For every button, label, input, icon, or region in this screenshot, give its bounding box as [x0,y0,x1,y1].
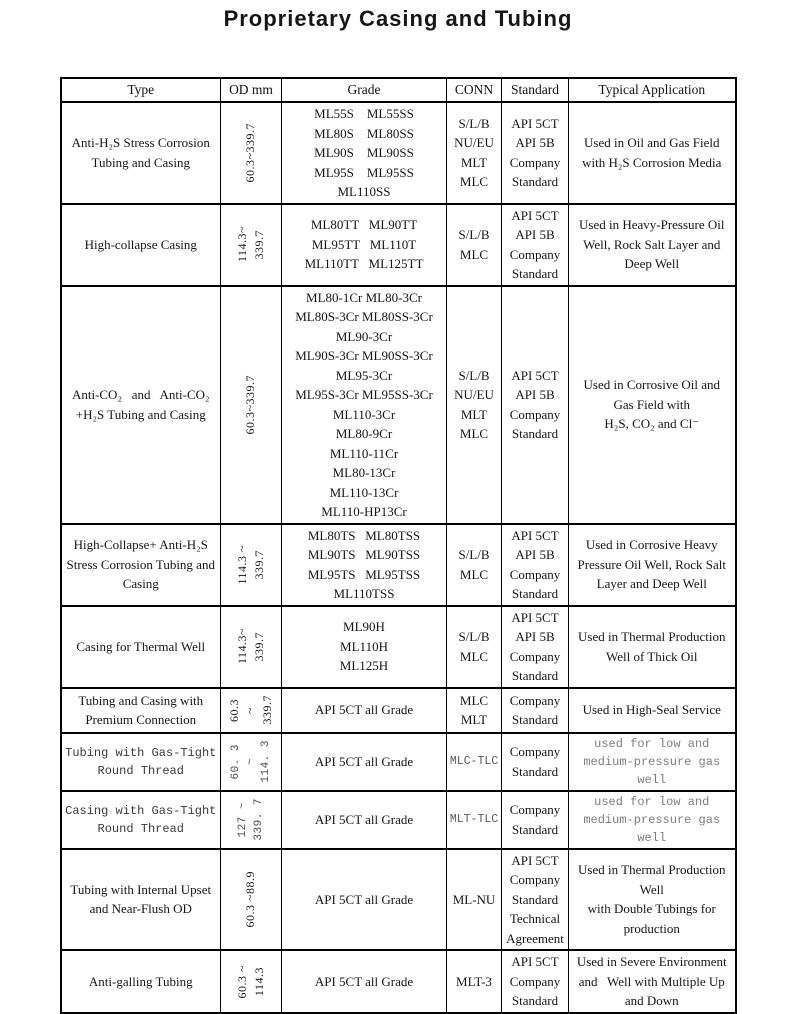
grade-cell [282,733,447,791]
conn-cell [447,606,502,688]
grade-cell [282,950,447,1013]
standard-cell-line: API 5B [515,629,555,644]
conn-cell-line: MLC [459,174,489,190]
header-row [61,78,736,102]
application-cell-line: with Double Tubings for [587,901,716,917]
type-cell-line: Premium Connection [85,712,197,727]
conn-cell-line: S/L/B [458,629,490,644]
standard-cell-line: Company [509,648,561,664]
type-cell-line: Tubing and Casing [91,154,190,170]
od-vertical-text [223,545,279,585]
od-vertical-text [223,871,279,928]
standard-cell [502,688,569,733]
column-header-od: OD mm [221,78,282,102]
standard-cell-line: Standard [511,668,559,683]
od-vertical-text [223,798,279,841]
conn-cell-line: NU/EU [454,135,494,151]
od-vertical-text [223,123,279,183]
grade-cell-line: ML110H [340,638,388,654]
table-row [61,733,736,791]
conn-cell-line: MLC [459,692,489,708]
grade-cell-line: ML110-11Cr [329,445,399,461]
grade-cell-line: ML95S ML95SS [314,164,414,180]
type-cell-line: Casing with Gas-Tight [65,803,217,818]
application-cell [569,102,736,204]
application-cell-line: Well of Thick Oil [605,648,698,664]
grade-cell-line: ML110TSS [333,586,395,601]
type-cell-line: Anti-CO₂ and Anti-CO₂ [71,387,210,402]
standard-cell-line: Company [509,246,561,262]
grade-cell-line: ML95TT ML110T [311,236,417,252]
table-header [61,78,736,102]
od-cell [221,102,282,204]
grade-cell-line: ML80-1Cr ML80-3Cr [306,289,422,305]
type-cell-line: Round Thread [97,763,184,778]
standard-cell [502,286,569,524]
grade-cell-line: API 5CT all Grade [314,973,414,989]
standard-cell-line: Standard [511,174,559,190]
conn-cell-line: S/L/B [458,367,490,383]
grade-cell-line: ML90S ML90SS [314,145,414,160]
conn-cell-line: S/L/B [458,227,490,242]
type-cell-line: Stress Corrosion Tubing and [66,556,215,572]
conn-cell-line: MLT [460,154,488,170]
conn-cell-line: MLC-TLC [449,754,499,768]
conn-cell [447,791,502,849]
grade-cell-line: ML80S ML80SS [314,125,414,141]
standard-cell-line: Standard [511,586,559,601]
grade-cell-line: ML80TS ML80TSS [307,527,421,543]
od-vertical-text [223,695,279,725]
standard-cell [502,791,569,849]
application-cell [569,849,736,951]
od-cell [221,688,282,733]
conn-cell [447,286,502,524]
grade-cell-line: ML95-3Cr [335,367,393,383]
standard-cell [502,849,569,951]
od-segment: 60.3 ~88.9 [243,871,258,928]
grade-cell-line: ML80S-3Cr ML80SS-3Cr [295,309,433,324]
standard-cell-line: API 5B [515,547,555,562]
application-cell-line: Well, Rock Salt Layer and [583,236,721,252]
od-segment: 60.3~339.7 [243,374,258,435]
application-cell-line: production [623,920,680,936]
od-cell [221,849,282,951]
conn-cell-line: MLC [459,246,489,262]
standard-cell [502,102,569,204]
grade-cell-line: API 5CT all Grade [314,753,414,769]
od-segment: 114.3 [251,966,266,996]
standard-cell-line: API 5CT [511,852,559,868]
standard-cell-line: API 5B [515,227,555,242]
grade-cell-line: ML80-9Cr [335,426,393,441]
table-row [61,791,736,849]
standard-cell [502,950,569,1013]
od-segment: 127 ~ [237,801,250,838]
type-cell-line: and Near-Flush OD [89,901,192,917]
column-header-grade: Grade [282,78,447,102]
conn-cell-line: MLT-TLC [449,812,499,826]
grade-cell-line: ML55S ML55SS [314,106,414,121]
standard-cell-line: API 5CT [511,367,559,383]
application-cell-line: Used in Thermal Production [578,862,726,878]
type-cell-line: Tubing with Internal Upset [70,881,212,897]
type-cell-line: Tubing with Gas-Tight [65,745,217,760]
grade-cell-line: ML90TS ML90TSS [307,547,421,562]
application-cell-line: Used in Severe Environment [576,954,727,969]
grade-cell-line: ML80TT ML90TT [310,217,418,233]
application-cell-line: Gas Field with [613,396,691,412]
type-cell-line: Tubing and Casing with [78,692,204,708]
column-header-standard: Standard [502,78,569,102]
application-cell-line: Used in Corrosive Heavy [585,537,718,553]
od-segment: 60. 3 [229,743,242,780]
grade-cell [282,688,447,733]
application-cell-line: with H₂S Corrosion Media [582,154,722,170]
standard-cell-line: Company [509,973,561,989]
standard-cell-line: API 5B [515,135,555,151]
standard-cell-line: API 5CT [511,207,559,223]
standard-cell-line: Technical [509,911,561,926]
column-header-type: Type [61,78,221,102]
od-cell [221,791,282,849]
conn-cell-line: MLC [459,426,489,441]
standard-cell-line: API 5B [515,387,555,402]
conn-cell-line: MLT [460,406,488,422]
conn-cell-line: S/L/B [458,547,490,562]
casing-tubing-table [60,77,737,1014]
standard-cell-line: Standard [511,266,559,281]
table-row [61,204,736,286]
application-cell [569,791,736,849]
grade-cell-line: ML110-HP13Cr [321,504,407,519]
od-segment: 114. 3 [260,740,273,783]
type-cell [61,688,221,733]
type-cell [61,950,221,1013]
grade-cell [282,849,447,951]
standard-cell-line: Standard [511,426,559,441]
grade-cell [282,286,447,524]
column-header-application: Typical Application [569,78,736,102]
application-cell-line: Used in High-Seal Service [582,702,721,718]
table-body [61,102,736,1013]
od-segment: 60.3 ~ [235,964,250,998]
application-cell-line: and Well with Multiple Up [578,973,725,989]
application-cell [569,688,736,733]
application-cell-line: Layer and Deep Well [596,576,707,592]
grade-cell-line: ML110TT ML125TT [304,256,424,272]
od-segment: 114.3~ [235,628,250,665]
standard-cell-line: Company [509,692,561,708]
application-cell [569,204,736,286]
grade-cell [282,204,447,286]
standard-cell-line: Company [509,406,561,422]
conn-cell-line: S/L/B [458,115,490,131]
conn-cell [447,733,502,791]
type-cell [61,286,221,524]
grade-cell-line: ML90H [343,619,385,635]
grade-cell-line: ML95TS ML95TSS [307,566,421,582]
type-cell-line: Casing for Thermal Well [76,638,206,654]
standard-cell-line: Agreement [506,930,564,946]
application-cell [569,733,736,791]
od-segment: 60.3~339.7 [243,123,258,183]
conn-cell-line: ML-NU [452,891,496,907]
column-header-conn: CONN [447,78,502,102]
application-cell-line: and Down [624,993,679,1008]
table-row [61,688,736,733]
grade-cell-line: ML80-13Cr [332,465,396,480]
application-cell-line: Used in Oil and Gas Field [584,135,720,151]
application-cell-line: used for low and [594,794,710,809]
standard-cell-line: API 5CT [511,954,559,969]
grade-cell-line: API 5CT all Grade [314,811,414,827]
type-cell-line: Anti-galling Tubing [88,973,193,989]
standard-cell [502,733,569,791]
standard-cell [502,204,569,286]
od-segment: 339.7 [251,549,266,580]
grade-cell-line: ML90-3Cr [335,328,393,344]
type-cell [61,204,221,286]
grade-cell-line: ML95S-3Cr ML95SS-3Cr [295,387,433,402]
grade-cell-line: ML125H [339,658,389,674]
type-cell-line: High-collapse Casing [84,236,197,252]
type-cell-line: Round Thread [97,821,184,836]
od-segment: 339. 7 [252,798,265,841]
od-vertical-text [223,965,279,999]
standard-cell [502,606,569,688]
od-cell [221,950,282,1013]
conn-cell [447,950,502,1013]
application-cell-line: used for low and [594,736,710,751]
application-cell [569,524,736,606]
od-segment: 60.3 [227,698,242,722]
application-cell-line: Used in Corrosive Oil and [583,377,720,393]
conn-cell [447,688,502,733]
application-cell-line: Used in Heavy-Pressure Oil [579,217,725,233]
type-cell [61,733,221,791]
od-segment: 339.7 [251,631,266,662]
standard-cell-line: API 5CT [511,115,559,131]
od-vertical-text [223,628,279,664]
grade-cell [282,606,447,688]
od-segment: ~ [243,706,258,714]
standard-cell-line: Standard [511,993,559,1008]
table-row [61,524,736,606]
type-cell [61,102,221,204]
type-cell-line: Anti-H₂S Stress Corrosion [71,135,210,151]
type-cell [61,524,221,606]
conn-cell-line: MLC [459,648,489,664]
od-cell [221,286,282,524]
od-vertical-text [223,226,279,262]
type-cell [61,606,221,688]
od-cell [221,733,282,791]
application-cell-line: Used in Thermal Production [578,629,726,644]
conn-cell-line: MLT [460,712,488,727]
standard-cell-line: API 5CT [511,609,559,625]
grade-cell-line: ML90S-3Cr ML90SS-3Cr [295,348,433,363]
od-segment: 114.3~ [235,226,250,263]
conn-cell-line: MLT-3 [456,973,492,989]
type-cell [61,791,221,849]
table-row [61,606,736,688]
application-cell [569,286,736,524]
od-cell [221,606,282,688]
type-cell [61,849,221,951]
grade-cell [282,102,447,204]
conn-cell-line: NU/EU [454,387,494,402]
standard-cell-line: Standard [511,763,559,779]
od-cell [221,524,282,606]
application-cell-line: Pressure Oil Well, Rock Salt [577,556,727,572]
grade-cell [282,791,447,849]
standard-cell-line: Company [509,872,561,887]
application-cell-line: medium-pressure gas well [583,754,728,787]
grade-cell-line: ML110SS [337,184,391,199]
standard-cell-line: Company [509,154,561,170]
standard-cell-line: Company [509,566,561,582]
application-cell [569,606,736,688]
page-title: Proprietary Casing and Tubing [223,6,573,31]
grade-cell [282,524,447,606]
conn-cell [447,524,502,606]
application-cell-line: H₂S, CO₂ and Cl⁻ [604,416,700,432]
type-cell-line: +H₂S Tubing and Casing [75,406,206,422]
application-cell-line: Deep Well [624,256,680,272]
standard-cell-line: Company [509,744,561,759]
conn-cell-line: MLC [459,566,489,582]
application-cell-line: Well [639,881,664,897]
application-cell-line: medium-pressure gas well [583,812,728,845]
standard-cell-line: Standard [511,821,559,837]
conn-cell [447,204,502,286]
od-segment: 339.7 [259,695,274,725]
grade-cell-line: API 5CT all Grade [314,891,414,907]
od-segment: 339.7 [251,229,266,260]
od-cell [221,204,282,286]
standard-cell [502,524,569,606]
application-cell [569,950,736,1013]
grade-cell-line: ML110-13Cr [329,484,399,500]
od-vertical-text [223,740,279,783]
od-segment: ~ [244,757,257,766]
type-cell-line: High-Collapse+ Anti-H₂S [73,537,208,553]
grade-cell-line: ML110-3Cr [332,406,396,422]
type-cell-line: Casing [122,576,159,592]
table-row [61,849,736,951]
conn-cell [447,102,502,204]
grade-cell-line: API 5CT all Grade [314,702,414,718]
standard-cell-line: API 5CT [511,527,559,543]
standard-cell-line: Standard [511,891,559,907]
table-row [61,950,736,1013]
conn-cell [447,849,502,951]
table-row [61,286,736,524]
od-vertical-text [223,375,279,435]
od-segment: 114.3 ~ [235,544,250,585]
table-row [61,102,736,204]
standard-cell-line: Company [509,802,561,817]
standard-cell-line: Standard [511,712,559,727]
